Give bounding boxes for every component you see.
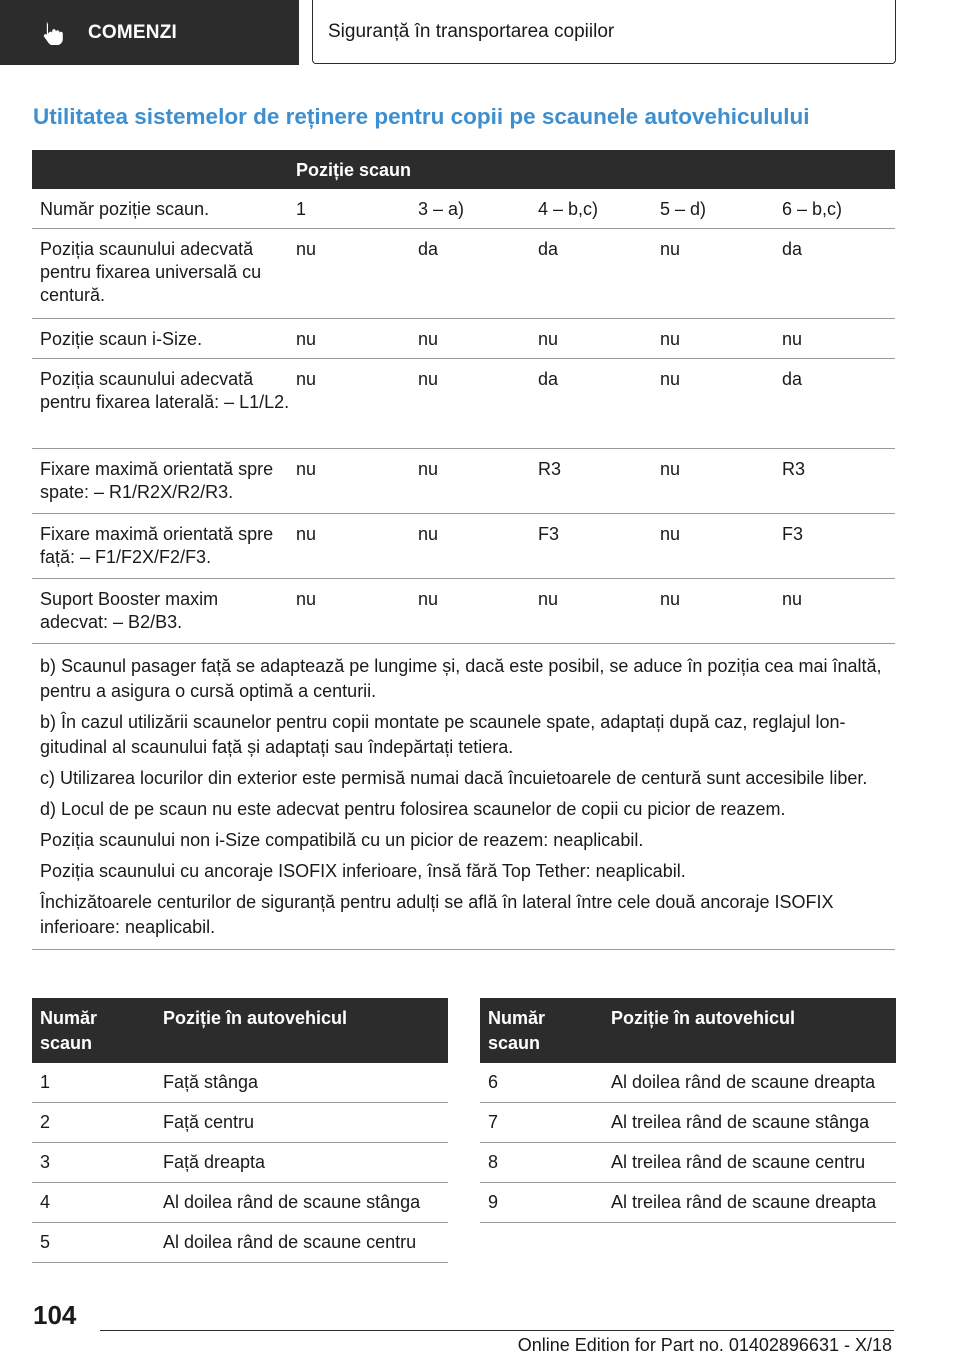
cell: nu: [538, 589, 559, 609]
cell: nu: [418, 329, 439, 349]
table-row: [480, 1103, 896, 1143]
table-row: [32, 1143, 448, 1183]
seat-location: Al treilea rând de scaune stânga: [611, 1112, 870, 1132]
note: d) Locul de pe scaun nu este adecvat pentru folosirea scaunelor de copii cu picior de reazem.: [40, 799, 786, 819]
seat-location: Al doilea rând de scaune stânga: [163, 1192, 421, 1212]
note: Închizătoarele centurilor de siguranță pentru adulți se află în lateral între cele două ancoraje ISOFIX inferioare: neaplicabil.: [40, 892, 834, 937]
cell: nu: [660, 239, 681, 259]
seat-number: 9: [488, 1192, 499, 1212]
seat-number: 8: [488, 1152, 499, 1172]
seat-number: 1: [40, 1072, 51, 1092]
seat-location: Al treilea rând de scaune centru: [611, 1152, 866, 1172]
row-label: Poziția scaunului adecvată pentru fixarea universală cu centură.: [40, 239, 262, 305]
table-notes: [32, 644, 895, 950]
cell: 3 – a): [418, 199, 465, 219]
cell: nu: [296, 239, 317, 259]
header-seat-location: Poziție în autovehicul: [611, 1008, 796, 1028]
seat-number: 6: [488, 1072, 499, 1092]
table-row: [32, 1063, 448, 1103]
table-row: [32, 1103, 448, 1143]
cell: nu: [296, 329, 317, 349]
table-row: [32, 579, 895, 644]
note: Poziția scaunului cu ancoraje ISOFIX inferioare, însă fără Top Tether: neaplicabil.: [40, 861, 686, 881]
cell: da: [538, 239, 559, 259]
seat-location: Al treilea rând de scaune dreapta: [611, 1192, 877, 1212]
table-header: [32, 998, 448, 1063]
cell: 6 – b,c): [782, 199, 843, 219]
cell: F3: [782, 524, 804, 544]
chapter-tab[interactable]: [312, 0, 896, 64]
cell: nu: [418, 524, 439, 544]
seat-location: Al doilea rând de scaune dreapta: [611, 1072, 876, 1092]
seat-location: Al doilea rând de scaune centru: [163, 1232, 417, 1252]
cell: da: [782, 239, 803, 259]
chapter-title: Siguranță în transportarea copiilor: [328, 20, 615, 42]
note: b) În cazul utilizării scaunelor pentru copii montate pe scaunele spate, adaptați după caz, reglajul longitudinal al scaunului față și adaptați sau îndepărtați tetiera.: [40, 712, 846, 757]
cell: R3: [538, 459, 562, 479]
cell: nu: [418, 459, 439, 479]
table-row: [32, 319, 895, 359]
cell: da: [538, 369, 559, 389]
seat-location: Față stânga: [163, 1072, 259, 1092]
row-label: Fixare maximă orientată spre față: – F1/F2X/F2/F3.: [40, 524, 274, 567]
cell: nu: [660, 589, 681, 609]
cell: R3: [782, 459, 806, 479]
seat-number: 5: [40, 1232, 51, 1252]
table-row: [32, 229, 895, 319]
cell: nu: [660, 524, 681, 544]
page-number: 104: [33, 1300, 77, 1330]
row-label: Fixare maximă orientată spre spate: – R1/R2X/R2/R3.: [40, 459, 274, 502]
row-label: Poziția scaunului adecvată pentru fixarea laterală: – L1/L2.: [40, 369, 290, 412]
header-seat-position: Poziție scaun: [296, 160, 412, 180]
table-row: [32, 514, 895, 579]
cell: 4 – b,c): [538, 199, 599, 219]
cell: nu: [296, 459, 317, 479]
cell: nu: [418, 589, 439, 609]
cell: nu: [296, 589, 317, 609]
table-row: [480, 1183, 896, 1223]
seat-number: 2: [40, 1112, 51, 1132]
seat-number-table-left: [32, 998, 448, 1263]
table-row: [32, 449, 895, 514]
section-tab[interactable]: [0, 0, 299, 65]
cell: nu: [782, 329, 803, 349]
page-title: Utilitatea sistemelor de reținere pentru copii pe scaunele autovehiculului: [33, 104, 810, 129]
cell: nu: [296, 369, 317, 389]
cell: F3: [538, 524, 560, 544]
hand-pointer-icon: [42, 21, 64, 45]
cell: nu: [782, 589, 803, 609]
table-row: [32, 1183, 448, 1223]
table-row: [32, 1223, 448, 1263]
header-seat-location: Poziție în autovehicul: [163, 1008, 348, 1028]
table-row: [480, 1063, 896, 1103]
seat-suitability-table: [32, 150, 895, 950]
row-label: Suport Booster maxim adecvat: – B2/B3.: [40, 589, 219, 632]
cell: 5 – d): [660, 199, 707, 219]
seat-location: Față centru: [163, 1112, 255, 1132]
seat-number-table-right: [480, 998, 896, 1223]
note: Poziția scaunului non i-Size compatibilă cu un picior de reazem: neaplicabil.: [40, 830, 644, 850]
note: b) Scaunul pasager față se adaptează pe lungime și, dacă este posibil, se aduce în poziția cea mai înaltă, pentru a asigura o cursă optimă a centurii.: [40, 656, 882, 701]
section-label: COMENZI: [88, 21, 178, 43]
edition-text: Online Edition for Part no. 01402896631 - X/18: [517, 1335, 892, 1355]
header-seat-number: Număr scaun: [488, 1008, 546, 1053]
seat-number: 4: [40, 1192, 51, 1212]
table-header: [32, 150, 895, 189]
row-label: Poziție scaun i-Size.: [40, 329, 203, 349]
cell: da: [782, 369, 803, 389]
table-row: [32, 359, 895, 449]
row-label: Număr poziție scaun.: [40, 199, 210, 219]
cell: nu: [296, 524, 317, 544]
footer-divider: [100, 1330, 894, 1331]
note: c) Utilizarea locurilor din exterior este permisă numai dacă încuietoarele de centură sunt accesibile liber.: [40, 768, 868, 788]
table-row: [480, 1143, 896, 1183]
cell: nu: [660, 459, 681, 479]
cell: nu: [660, 369, 681, 389]
seat-location: Față dreapta: [163, 1152, 266, 1172]
table-row: [32, 189, 895, 229]
cell: da: [418, 239, 439, 259]
cell: nu: [538, 329, 559, 349]
header-seat-number: Număr scaun: [40, 1008, 98, 1053]
seat-number: 3: [40, 1152, 51, 1172]
cell: 1: [296, 199, 307, 219]
cell: nu: [660, 329, 681, 349]
cell: nu: [418, 369, 439, 389]
seat-number: 7: [488, 1112, 499, 1132]
table-header: [480, 998, 896, 1063]
